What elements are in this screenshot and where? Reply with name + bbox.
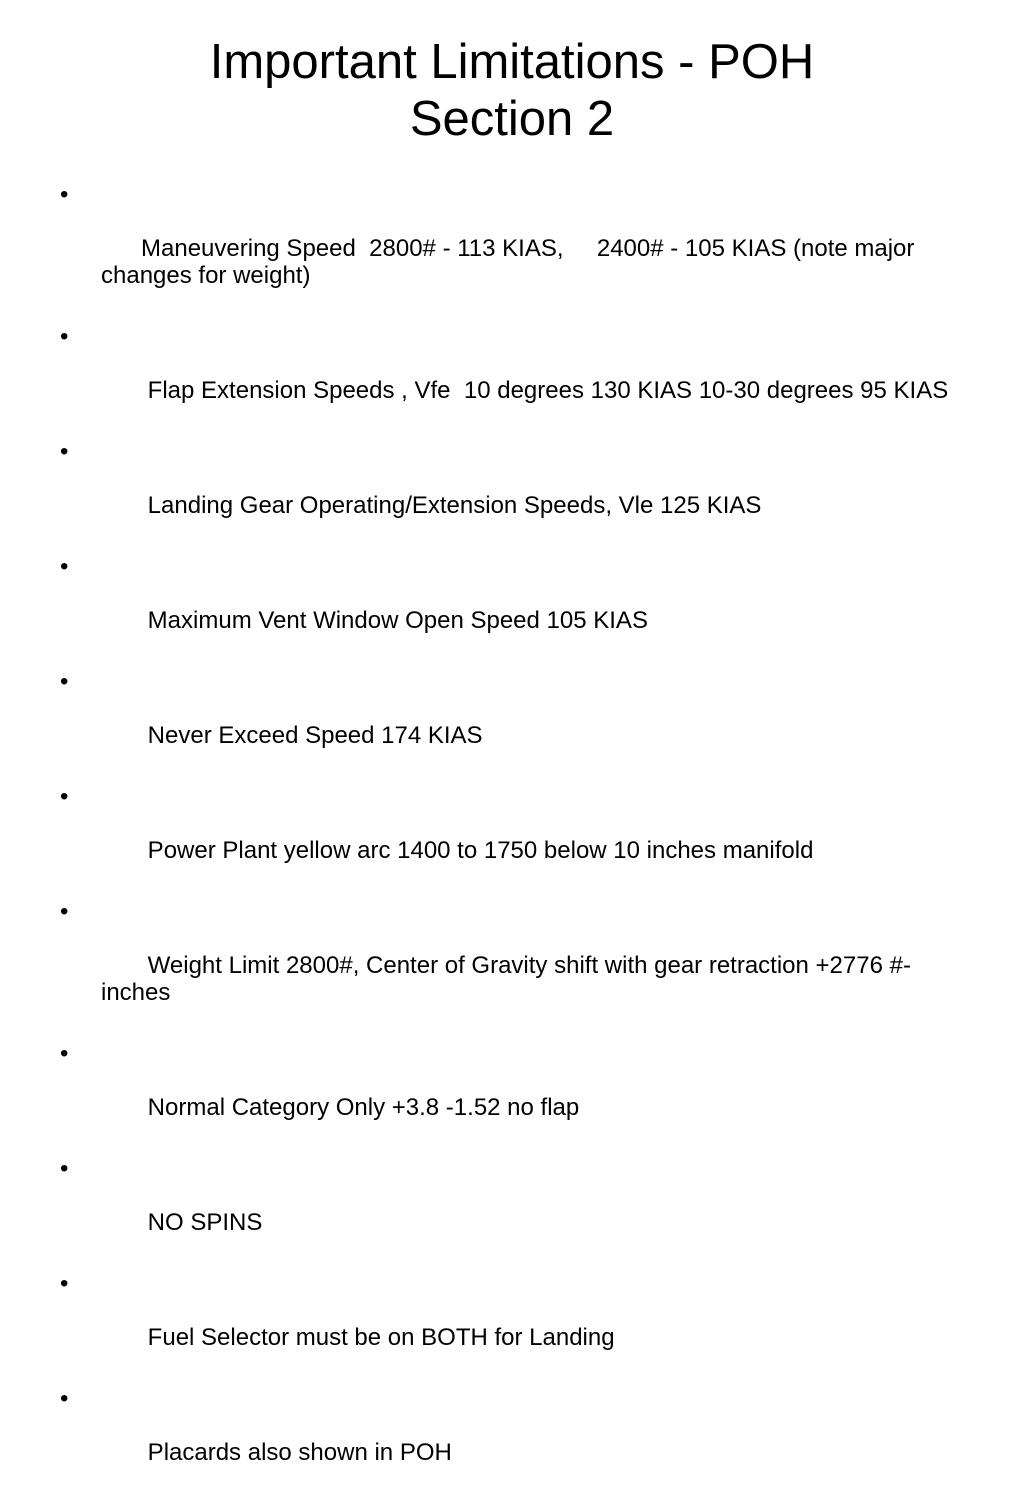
bullet-icon: •	[60, 181, 69, 208]
bullet-item-flap-extension	[60, 323, 960, 431]
bullet-icon: •	[60, 898, 69, 925]
bullet-item-fuel-selector	[60, 1270, 960, 1378]
bullet-text: Power Plant yellow arc 1400 to 1750 below 10 inches manifold	[141, 837, 814, 864]
bullet-item-landing-gear	[60, 438, 960, 546]
bullet-text: Fuel Selector must be on BOTH for Landing	[141, 1324, 615, 1351]
bullet-icon: •	[60, 1270, 69, 1297]
bullet-item-weight-limit	[60, 898, 960, 1033]
bullet-text: Never Exceed Speed 174 KIAS	[141, 722, 483, 749]
bullet-item-vent-window	[60, 553, 960, 661]
bullet-text: Placards also shown in POH	[141, 1439, 452, 1466]
bullet-text: Maneuvering Speed 2800# - 113 KIAS, 2400# - 105 KIAS (note major changes for weight)	[101, 235, 922, 289]
bullet-item-never-exceed	[60, 668, 960, 776]
bullet-text: Flap Extension Speeds , Vfe 10 degrees 130 KIAS 10-30 degrees 95 KIAS	[141, 377, 949, 404]
bullet-item-placards	[60, 1385, 960, 1493]
bullet-item-power-plant	[60, 783, 960, 891]
bullet-text: NO SPINS	[141, 1209, 263, 1236]
bullet-icon: •	[60, 1155, 69, 1182]
slide-title	[0, 34, 1024, 148]
bullet-item-normal-category	[60, 1040, 960, 1148]
bullet-list	[60, 181, 960, 1500]
bullet-item-no-spins	[60, 1155, 960, 1263]
bullet-text: Landing Gear Operating/Extension Speeds, Vle 125 KIAS	[141, 492, 762, 519]
bullet-icon: •	[60, 553, 69, 580]
bullet-icon: •	[60, 438, 69, 465]
bullet-icon: •	[60, 323, 69, 350]
bullet-text: Normal Category Only +3.8 -1.52 no flap	[141, 1094, 580, 1121]
bullet-icon: •	[60, 1040, 69, 1067]
bullet-text: Maximum Vent Window Open Speed 105 KIAS	[141, 607, 648, 634]
title-line-1: Important Limitations - POH	[209, 35, 815, 89]
bullet-item-maneuvering-speed	[60, 181, 960, 316]
bullet-text: Weight Limit 2800#, Center of Gravity shift with gear retraction +2776 #-inches	[101, 952, 911, 1006]
bullet-icon: •	[60, 783, 69, 810]
bullet-icon: •	[60, 1385, 69, 1412]
title-line-2: Section 2	[409, 92, 615, 146]
bullet-icon: •	[60, 668, 69, 695]
